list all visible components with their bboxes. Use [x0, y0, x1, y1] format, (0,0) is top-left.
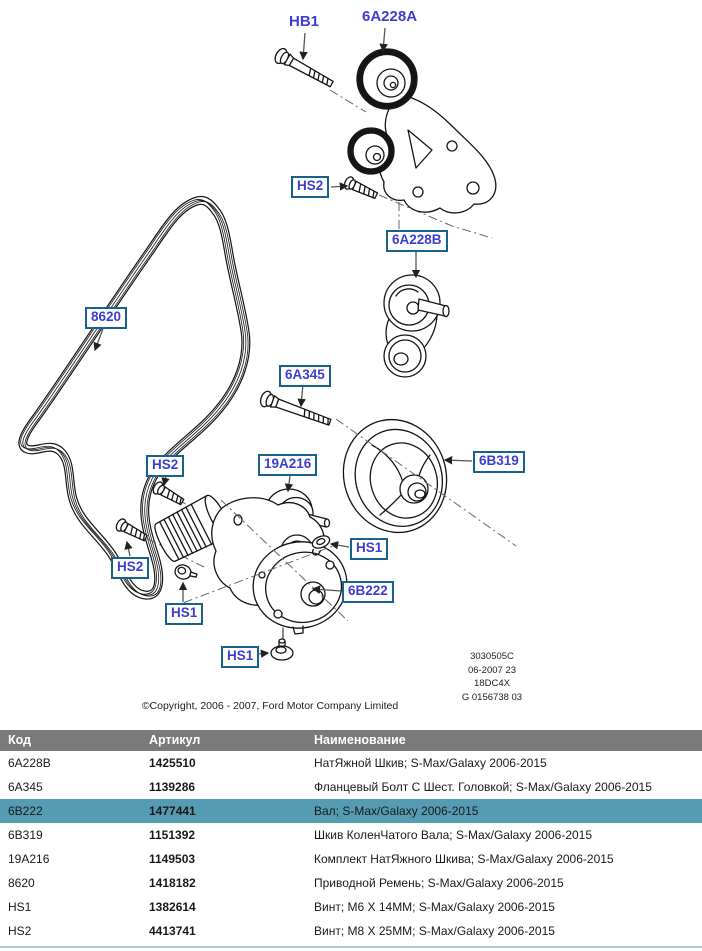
cell-name: Фланцевый Болт С Шест. Головкой; S-Max/Galaxy 2006-2015	[314, 780, 652, 794]
cell-name: Вал; S-Max/Galaxy 2006-2015	[314, 804, 479, 818]
column-header-name: Наименование	[314, 733, 406, 747]
table-row-HS2[interactable]	[0, 919, 702, 943]
ref-line-4: G 0156738 03	[461, 691, 523, 703]
ref-line-3: 18DC4X	[474, 678, 510, 689]
part-label-hs1[interactable]: HS1	[221, 646, 259, 668]
cell-code: 8620	[8, 876, 35, 890]
cell-article: 4413741	[149, 924, 196, 938]
crank-pulley-art	[329, 406, 461, 546]
cell-name: НатЯжной Шкив; S-Max/Galaxy 2006-2015	[314, 756, 547, 770]
cell-code: 6B319	[8, 828, 43, 842]
part-label-6b222[interactable]: 6B222	[342, 581, 394, 603]
part-label-6b319[interactable]: 6B319	[473, 451, 525, 473]
drawing-reference-block	[432, 650, 552, 704]
screw-hs2-mid-art	[151, 480, 185, 507]
ref-line-1: 3030505C	[470, 651, 514, 662]
part-label-6a345[interactable]: 6A345	[279, 365, 331, 387]
table-row-8620[interactable]	[0, 871, 702, 895]
cell-name: Винт; M6 X 14MM; S-Max/Galaxy 2006-2015	[314, 900, 555, 914]
table-row-6A228B[interactable]	[0, 751, 702, 775]
cell-code: HS1	[8, 900, 32, 914]
table-row-6B319[interactable]	[0, 823, 702, 847]
table-row-6B222[interactable]	[0, 799, 702, 823]
cell-article: 1477441	[149, 804, 196, 818]
part-label-6a228a[interactable]: 6A228A	[362, 8, 418, 25]
cell-code: 6B222	[8, 804, 43, 818]
cell-code: 6A228B	[8, 756, 51, 770]
screw-hs2-top-art	[343, 175, 379, 201]
cell-code: HS2	[8, 924, 32, 938]
bolt-hb1-art	[273, 47, 336, 92]
cell-article: 1149503	[149, 852, 196, 866]
ref-line-2: 06-2007 23	[467, 664, 517, 676]
copyright-note: ©Copyright, 2006 - 2007, Ford Motor Company Limited	[141, 700, 399, 712]
table-row-19A216[interactable]	[0, 847, 702, 871]
cell-article: 1418182	[149, 876, 196, 890]
cell-article: 1425510	[149, 756, 196, 770]
parts-table	[0, 730, 702, 948]
part-label-hs1[interactable]: HS1	[350, 538, 388, 560]
cell-code: 19A216	[8, 852, 50, 866]
column-header-code: Код	[8, 733, 32, 747]
part-label-hb1[interactable]: HB1	[289, 13, 320, 30]
grommet-hs1-bottom-art	[271, 628, 293, 660]
cell-article: 1151392	[149, 828, 196, 842]
cell-name: Винт; M8 X 25MM; S-Max/Galaxy 2006-2015	[314, 924, 555, 938]
part-label-6a228b[interactable]: 6A228B	[386, 230, 448, 252]
belt-tensioner-b-art	[384, 275, 449, 377]
part-label-hs2[interactable]: HS2	[146, 455, 184, 477]
cell-name: Комплект НатЯжного Шкива; S-Max/Galaxy 2006-2015	[314, 852, 614, 866]
cell-code: 6A345	[8, 780, 43, 794]
bolt-6a345-art	[259, 390, 333, 430]
cell-name: Приводной Ремень; S-Max/Galaxy 2006-2015	[314, 876, 564, 890]
cell-name: Шкив КоленЧатого Вала; S-Max/Galaxy 2006-2015	[314, 828, 593, 842]
part-label-19a216[interactable]: 19A216	[258, 454, 317, 476]
pin-hs1-center-art	[173, 563, 198, 582]
column-header-article: Артикул	[149, 733, 201, 747]
table-row-HS1[interactable]	[0, 895, 702, 919]
parts-table-body	[0, 751, 702, 943]
part-label-8620[interactable]: 8620	[85, 307, 127, 329]
cell-article: 1382614	[149, 900, 196, 914]
part-label-hs2[interactable]: HS2	[291, 176, 329, 198]
cell-article: 1139286	[149, 780, 196, 794]
table-row-6A345[interactable]	[0, 775, 702, 799]
part-label-hs2[interactable]: HS2	[111, 557, 149, 579]
parts-table-header	[0, 730, 702, 751]
part-label-hs1[interactable]: HS1	[165, 603, 203, 625]
